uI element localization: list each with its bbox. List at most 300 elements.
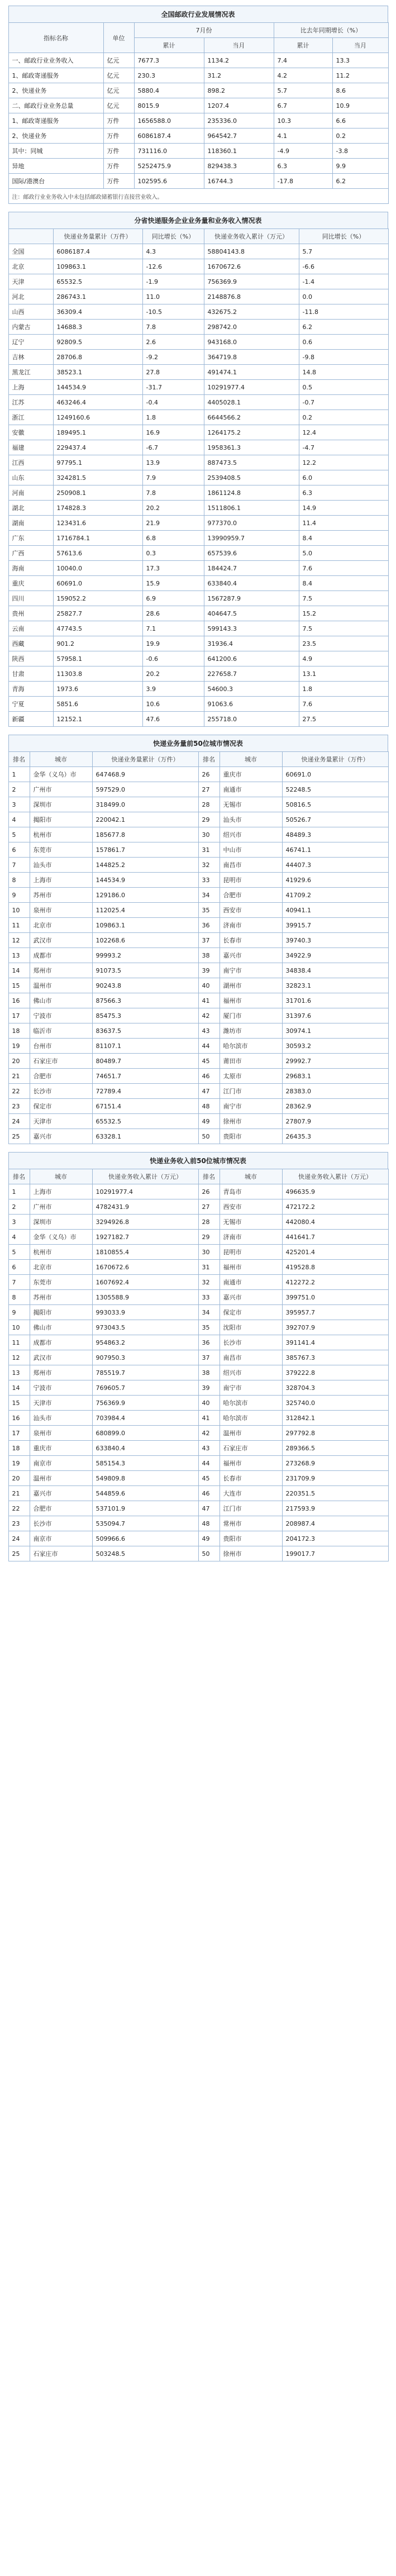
table-cell: -6.6	[299, 259, 388, 274]
table-cell: 129186.0	[92, 888, 198, 903]
table-row	[8, 712, 388, 727]
table-cell: 南京市	[30, 1531, 92, 1546]
header-volume-growth: 同比增长（%）	[142, 229, 204, 244]
table-cell: 491474.1	[204, 365, 299, 380]
table-cell: 1207.4	[204, 98, 274, 113]
header-value: 快递业务量累计（万件）	[92, 752, 198, 767]
table-cell: 756369.9	[92, 1396, 198, 1411]
header-rank: 排名	[198, 752, 220, 767]
table-cell: 4782431.9	[92, 1199, 198, 1215]
table-cell: 辽宁	[8, 335, 53, 350]
table-cell: 4	[8, 812, 30, 827]
table-cell: 680899.0	[92, 1426, 198, 1441]
table-cell: 黑龙江	[8, 365, 53, 380]
table-row	[8, 1260, 388, 1275]
table-cell: 郑州市	[30, 963, 92, 978]
table-cell: 合肥市	[220, 888, 282, 903]
table-cell: 0.5	[299, 380, 388, 395]
table-cell: 887473.5	[204, 455, 299, 470]
table-cell: 南通市	[220, 782, 282, 797]
table-cell: 50	[198, 1546, 220, 1561]
table-row	[8, 1084, 388, 1099]
table-cell: 0.3	[142, 546, 204, 561]
table-cell: 34838.4	[282, 963, 388, 978]
table-row	[8, 259, 388, 274]
table-row	[8, 1441, 388, 1456]
table-cell: 12152.1	[53, 712, 142, 727]
table-cell: 浙江	[8, 410, 53, 425]
table-cell: 0.6	[299, 335, 388, 350]
industry-table-title: 全国邮政行业发展情况表	[8, 6, 388, 22]
table-cell: 6.0	[299, 470, 388, 485]
table-cell: 1670672.6	[92, 1260, 198, 1275]
table-cell: 549809.8	[92, 1471, 198, 1486]
table-cell: 943168.0	[204, 335, 299, 350]
table-cell: 25827.7	[53, 606, 142, 621]
table-cell: 石家庄市	[220, 1441, 282, 1456]
table-row	[8, 1411, 388, 1426]
table-cell: 哈尔滨市	[220, 1039, 282, 1054]
table-cell: 6.6	[332, 113, 388, 128]
table-cell: 1861124.8	[204, 485, 299, 501]
table-cell: -0.4	[142, 395, 204, 410]
table-cell: 吉林	[8, 350, 53, 365]
table-cell: 404647.5	[204, 606, 299, 621]
table-cell: 异地	[8, 159, 103, 174]
table-cell: 嘉兴市	[220, 1290, 282, 1305]
table-cell: 嘉兴市	[30, 1486, 92, 1501]
table-cell: 40941.1	[282, 903, 388, 918]
table-cell: 南京市	[30, 1456, 92, 1471]
table-cell: 汕头市	[30, 1411, 92, 1426]
table-row	[8, 842, 388, 858]
table-cell: 37	[198, 933, 220, 948]
table-cell: 109863.1	[53, 259, 142, 274]
table-row	[8, 1501, 388, 1516]
table-cell: 395957.7	[282, 1305, 388, 1320]
table-cell: 保定市	[30, 1099, 92, 1114]
table-cell: 2.6	[142, 335, 204, 350]
table-row	[8, 304, 388, 320]
table-cell: 26435.3	[282, 1129, 388, 1144]
table-cell: 1	[8, 1184, 30, 1199]
table-cell: 2539408.5	[204, 470, 299, 485]
table-cell: 67151.4	[92, 1099, 198, 1114]
header-rank: 排名	[8, 1169, 30, 1184]
table-cell: 703984.4	[92, 1411, 198, 1426]
table-cell: 235336.0	[204, 113, 274, 128]
table-cell: 599143.3	[204, 621, 299, 636]
table-cell: 6.8	[142, 531, 204, 546]
table-cell: 8015.9	[134, 98, 204, 113]
table-row	[8, 666, 388, 682]
table-cell: 641200.6	[204, 651, 299, 666]
table-cell: 17	[8, 1426, 30, 1441]
table-cell: 41	[198, 993, 220, 1008]
table-cell: 72789.4	[92, 1084, 198, 1099]
table-cell: 35	[198, 903, 220, 918]
province-table-title: 分省快递服务企业业务量和业务收入情况表	[8, 212, 388, 228]
table-cell: 189495.1	[53, 425, 142, 440]
table-cell: 27.5	[299, 712, 388, 727]
table-cell: 湖北	[8, 501, 53, 516]
table-cell: 29	[198, 812, 220, 827]
table-cell: 1670672.6	[204, 259, 299, 274]
table-cell: 29683.1	[282, 1069, 388, 1084]
table-cell: 哈尔滨市	[220, 1411, 282, 1426]
table-cell: 10	[8, 903, 30, 918]
table-row	[8, 531, 388, 546]
table-cell: 台州市	[30, 1039, 92, 1054]
table-cell: 6.3	[299, 485, 388, 501]
table-cell: 29	[198, 1230, 220, 1245]
table-row	[8, 128, 388, 144]
table-cell: 1134.2	[204, 53, 274, 68]
table-cell: 199017.7	[282, 1546, 388, 1561]
table-cell: 463246.4	[53, 395, 142, 410]
table-cell: 上海	[8, 380, 53, 395]
table-cell: 22	[8, 1501, 30, 1516]
header-revenue: 快递业务收入累计（万元）	[204, 229, 299, 244]
table-cell: 宁波市	[30, 1008, 92, 1023]
table-cell: 325740.0	[282, 1396, 388, 1411]
table-cell: 1、邮政寄递服务	[8, 113, 103, 128]
table-cell: 217593.9	[282, 1501, 388, 1516]
table-row	[8, 636, 388, 651]
table-cell: 38	[198, 1365, 220, 1380]
table-cell: 385767.3	[282, 1350, 388, 1365]
table-cell: -0.6	[142, 651, 204, 666]
table-row	[8, 380, 388, 395]
table-cell: 常州市	[220, 1516, 282, 1531]
table-row	[8, 1531, 388, 1546]
table-cell: 537101.9	[92, 1501, 198, 1516]
table-cell: -1.9	[142, 274, 204, 289]
page	[8, 6, 388, 1561]
table-cell: 27807.9	[282, 1114, 388, 1129]
table-cell: 全国	[8, 244, 53, 259]
table-row	[8, 546, 388, 561]
header-growth: 比去年同期增长（%）	[274, 23, 388, 38]
table-cell: -0.7	[299, 395, 388, 410]
table-cell: 温州市	[30, 1471, 92, 1486]
table-cell: 27	[198, 1199, 220, 1215]
table-row	[8, 1039, 388, 1054]
table-cell: 15	[8, 978, 30, 993]
table-cell: 47	[198, 1501, 220, 1516]
table-cell: 20.2	[142, 666, 204, 682]
table-cell: 144534.9	[53, 380, 142, 395]
table-cell: 144534.9	[92, 873, 198, 888]
table-row	[8, 576, 388, 591]
table-cell: 43	[198, 1023, 220, 1039]
table-cell: 907950.3	[92, 1350, 198, 1365]
table-cell: 泉州市	[30, 903, 92, 918]
table-cell: 合肥市	[30, 1501, 92, 1516]
table-cell: -12.6	[142, 259, 204, 274]
table-cell: 328704.3	[282, 1380, 388, 1396]
table-cell: 3	[8, 797, 30, 812]
table-cell: 苏州市	[30, 888, 92, 903]
table-cell: 769605.7	[92, 1380, 198, 1396]
table-row	[8, 1546, 388, 1561]
table-row	[8, 1516, 388, 1531]
table-cell: 30	[198, 1245, 220, 1260]
table-cell: 7.6	[299, 697, 388, 712]
table-cell: 83637.5	[92, 1023, 198, 1039]
table-cell: 38	[198, 948, 220, 963]
table-cell: 4.2	[274, 68, 332, 83]
table-cell: 8.4	[299, 531, 388, 546]
province-table-body	[8, 244, 388, 727]
table-cell: 10.3	[274, 113, 332, 128]
table-cell: 23.5	[299, 636, 388, 651]
table-cell: 2	[8, 1199, 30, 1215]
table-cell: 1264175.2	[204, 425, 299, 440]
table-cell: 34	[198, 888, 220, 903]
table-cell: 长春市	[220, 933, 282, 948]
table-cell: 12.4	[299, 425, 388, 440]
table-cell: 天津	[8, 274, 53, 289]
table-cell: 829438.3	[204, 159, 274, 174]
table-cell: 上海市	[30, 1184, 92, 1199]
table-cell: 佛山市	[30, 993, 92, 1008]
table-cell: 福建	[8, 440, 53, 455]
table-cell: 657539.6	[204, 546, 299, 561]
table-cell: 11.0	[142, 289, 204, 304]
table-cell: 43	[198, 1441, 220, 1456]
table-cell: 36309.4	[53, 304, 142, 320]
table-row	[8, 1023, 388, 1039]
table-cell: 无锡市	[220, 797, 282, 812]
header-growth-cumulative: 累计	[274, 38, 332, 53]
header-city: 城市	[220, 1169, 282, 1184]
table-cell: 32823.1	[282, 978, 388, 993]
table-cell: 87566.3	[92, 993, 198, 1008]
table-cell: 57613.6	[53, 546, 142, 561]
header-indicator: 指标名称	[8, 23, 103, 53]
table-cell: 重庆市	[220, 767, 282, 782]
table-cell: 14.8	[299, 365, 388, 380]
table-cell: 一、邮政行业业务收入	[8, 53, 103, 68]
table-row	[8, 68, 388, 83]
table-cell: 48	[198, 1516, 220, 1531]
table-cell: 二、邮政行业业务总量	[8, 98, 103, 113]
table-cell: 9	[8, 888, 30, 903]
table-cell: 11	[8, 1335, 30, 1350]
table-cell: 123431.6	[53, 516, 142, 531]
table-cell: 陕西	[8, 651, 53, 666]
industry-table-body	[8, 53, 388, 189]
table-cell: 379222.8	[282, 1365, 388, 1380]
table-cell: 6086187.4	[53, 244, 142, 259]
table-row	[8, 933, 388, 948]
table-cell: 44	[198, 1039, 220, 1054]
table-cell: 成都市	[30, 1335, 92, 1350]
table-cell: 16	[8, 993, 30, 1008]
table-cell: 14.9	[299, 501, 388, 516]
table-cell: 298742.0	[204, 320, 299, 335]
table-cell: -4.7	[299, 440, 388, 455]
table-cell: 7677.3	[134, 53, 204, 68]
table-cell: 西藏	[8, 636, 53, 651]
volume-city-table	[8, 751, 389, 1144]
table-row	[8, 410, 388, 425]
table-cell: 7.4	[274, 53, 332, 68]
industry-table-note: 注：邮政行业业务收入中未包括邮政储蓄银行直接营业收入。	[8, 189, 388, 204]
table-cell: 41	[198, 1411, 220, 1426]
table-cell: 22	[8, 1084, 30, 1099]
table-cell: 15.2	[299, 606, 388, 621]
table-cell: 2148876.8	[204, 289, 299, 304]
table-cell: 17	[8, 1008, 30, 1023]
table-row	[8, 1380, 388, 1396]
table-row	[8, 1350, 388, 1365]
table-row	[8, 797, 388, 812]
table-cell: -1.4	[299, 274, 388, 289]
volume-city-table-body	[8, 767, 388, 1144]
header-july: 7月份	[134, 23, 274, 38]
table-row	[8, 918, 388, 933]
table-row	[8, 395, 388, 410]
table-cell: 湖州市	[220, 978, 282, 993]
table-row	[8, 244, 388, 259]
table-cell: 41709.2	[282, 888, 388, 903]
table-cell: 1511806.1	[204, 501, 299, 516]
table-cell: 432675.2	[204, 304, 299, 320]
table-cell: 徐州市	[220, 1114, 282, 1129]
header-cumulative: 累计	[134, 38, 204, 53]
header-value: 快递业务收入累计（万元）	[282, 1169, 388, 1184]
table-cell: 14	[8, 963, 30, 978]
industry-table-block	[8, 6, 388, 204]
table-row	[8, 1471, 388, 1486]
table-cell: 天津市	[30, 1114, 92, 1129]
table-cell: 50	[198, 1129, 220, 1144]
table-cell: 7	[8, 1275, 30, 1290]
table-cell: 9.9	[332, 159, 388, 174]
table-cell: 昆明市	[220, 873, 282, 888]
table-cell: 15	[8, 1396, 30, 1411]
table-cell: 13.3	[332, 53, 388, 68]
table-cell: 广州市	[30, 782, 92, 797]
table-cell: 5.7	[299, 244, 388, 259]
table-cell: 184424.7	[204, 561, 299, 576]
industry-table	[8, 22, 389, 204]
table-cell: 6.2	[332, 174, 388, 189]
table-cell: 40	[198, 1396, 220, 1411]
table-cell: 208987.4	[282, 1516, 388, 1531]
table-cell: 27.8	[142, 365, 204, 380]
table-row	[8, 873, 388, 888]
table-cell: 74651.7	[92, 1069, 198, 1084]
table-row	[8, 53, 388, 68]
table-cell: 85475.3	[92, 1008, 198, 1023]
table-cell: 杭州市	[30, 827, 92, 842]
table-cell: 长沙市	[30, 1084, 92, 1099]
table-row	[8, 1396, 388, 1411]
table-cell: 157861.7	[92, 842, 198, 858]
table-cell: 石家庄市	[30, 1546, 92, 1561]
table-cell: 24	[8, 1531, 30, 1546]
table-cell: 1927182.7	[92, 1230, 198, 1245]
table-cell: 36	[198, 918, 220, 933]
table-cell: 30974.1	[282, 1023, 388, 1039]
table-cell: 633840.4	[204, 576, 299, 591]
table-cell: 湖南	[8, 516, 53, 531]
table-cell: 392707.9	[282, 1320, 388, 1335]
table-row	[8, 174, 388, 189]
table-cell: 220042.1	[92, 812, 198, 827]
table-cell: -9.8	[299, 350, 388, 365]
table-cell: 天津市	[30, 1396, 92, 1411]
header-current: 当月	[204, 38, 274, 53]
table-cell: 39	[198, 1380, 220, 1396]
table-cell: 4.9	[299, 651, 388, 666]
table-cell: 亿元	[103, 53, 134, 68]
table-cell: 5.7	[274, 83, 332, 98]
table-cell: 40	[198, 978, 220, 993]
table-cell: 绍兴市	[220, 1365, 282, 1380]
table-row	[8, 83, 388, 98]
table-cell: 青海	[8, 682, 53, 697]
table-row	[8, 425, 388, 440]
table-cell: 503248.5	[92, 1546, 198, 1561]
table-cell: 江西	[8, 455, 53, 470]
table-row	[8, 1008, 388, 1023]
table-cell: 47	[198, 1084, 220, 1099]
table-cell: 福州市	[220, 1456, 282, 1471]
table-row	[8, 365, 388, 380]
table-cell: 185677.8	[92, 827, 198, 842]
table-row	[8, 335, 388, 350]
table-cell: 中山市	[220, 842, 282, 858]
table-cell: 云南	[8, 621, 53, 636]
table-cell: 977370.0	[204, 516, 299, 531]
table-cell: 28706.8	[53, 350, 142, 365]
table-cell: 42	[198, 1426, 220, 1441]
table-cell: 19	[8, 1456, 30, 1471]
table-cell: 佛山市	[30, 1320, 92, 1335]
table-cell: 贵阳市	[220, 1129, 282, 1144]
table-cell: 28362.9	[282, 1099, 388, 1114]
table-cell: 深圳市	[30, 1215, 92, 1230]
table-cell: 5	[8, 827, 30, 842]
table-cell: 41929.6	[282, 873, 388, 888]
table-cell: 1.8	[142, 410, 204, 425]
table-cell: 重庆	[8, 576, 53, 591]
table-cell: 亿元	[103, 68, 134, 83]
table-cell: 38523.1	[53, 365, 142, 380]
table-cell: 绍兴市	[220, 827, 282, 842]
table-cell: 南昌市	[220, 858, 282, 873]
table-cell: 昆明市	[220, 1245, 282, 1260]
table-cell: 济南市	[220, 1230, 282, 1245]
table-cell: 郑州市	[30, 1365, 92, 1380]
table-cell: 20	[8, 1471, 30, 1486]
table-cell: 四川	[8, 591, 53, 606]
table-cell: 17.3	[142, 561, 204, 576]
table-cell: 16744.3	[204, 174, 274, 189]
table-cell: 52248.5	[282, 782, 388, 797]
table-cell: 1810855.4	[92, 1245, 198, 1260]
table-cell: 35	[198, 1320, 220, 1335]
table-cell: 南宁市	[220, 1380, 282, 1396]
table-row	[8, 697, 388, 712]
table-cell: 973043.5	[92, 1320, 198, 1335]
table-row	[8, 144, 388, 159]
table-row	[8, 455, 388, 470]
